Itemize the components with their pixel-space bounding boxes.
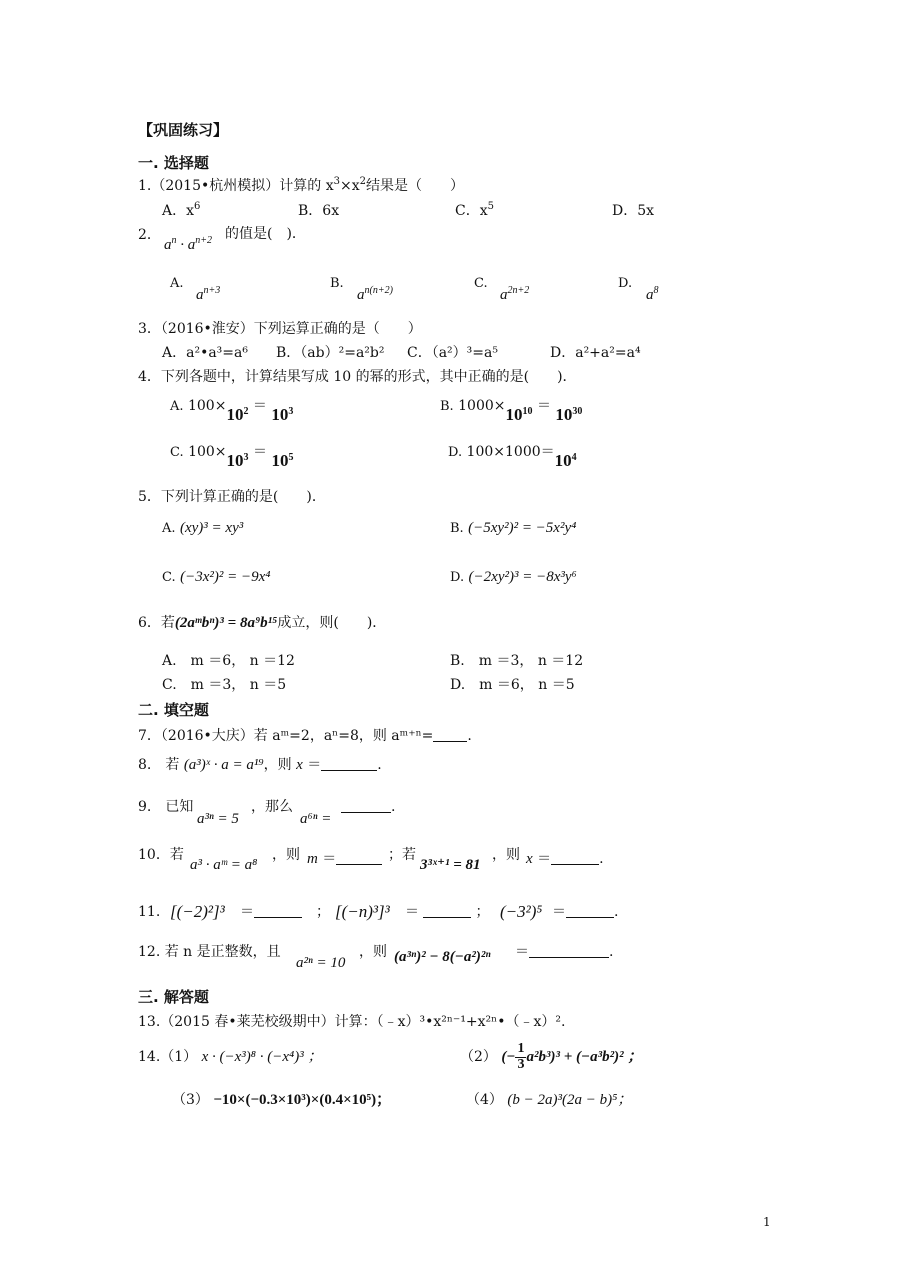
question-14-part-1: 14.（1） x · (−x³)⁸ · (−x⁴)³ ； (138, 1049, 323, 1065)
question-14-part-4: （4） (b − 2a)³(2a − b)⁵； (466, 1092, 633, 1108)
answer-blank[interactable] (423, 905, 471, 918)
question-4-option-a: A. $100\times 10^2 = 10^3$ (170, 398, 294, 424)
question-11-answer-1: ＝ ； (240, 904, 330, 920)
page-title: 【巩固练习】 (138, 121, 229, 139)
question-7: 7．（2016•大庆）若 aᵐ=2，aⁿ=8，则 aᵐ⁺ⁿ= . (138, 728, 472, 744)
question-2-option-c-label: C. (474, 276, 488, 291)
section-answer-heading: 三. 解答题 (138, 988, 209, 1006)
question-4-option-d: D. $100\times 1000=10^4$ (448, 444, 577, 470)
answer-blank[interactable] (254, 905, 302, 918)
question-4-option-b: B. $1000\times 10^{10} = 10^{30}$ (440, 398, 583, 424)
question-1-option-d: D．5x (612, 203, 655, 219)
question-11: 11. (138, 904, 161, 920)
question-5-option-d: D. (−2xy²)³ = −8x³y⁶ (450, 569, 577, 585)
question-10-mid-3: ，则 (492, 847, 520, 863)
question-2-expression: $a^n \cdot a^{n+2}$ (164, 235, 212, 253)
answer-blank[interactable] (433, 729, 467, 742)
question-6-option-c: C. m ＝3， n ＝5 (162, 677, 287, 693)
question-12-expr-2: (a³ⁿ)² − 8(−a²)²ⁿ (394, 949, 491, 965)
answer-blank[interactable] (341, 800, 391, 813)
question-14-part-3: （3） −10×(−0.3×10³)×(0.4×10⁵)； (172, 1092, 392, 1108)
question-2-option-d: $a^8$ (646, 285, 659, 303)
question-3-option-b: B．（ab）²=a²b² (276, 345, 385, 361)
question-6-option-b: B. m ＝3， n ＝12 (450, 653, 584, 669)
question-3-option-a: A．a²•a³=a⁶ (162, 345, 248, 361)
question-6-option-d: D. m ＝6， n ＝5 (450, 677, 575, 693)
question-14-part-2: （2） (− $\frac{1}{3}$ a²b³)³ + (−a³b²)² ； (460, 1041, 643, 1072)
fraction-one-third: $\frac{1}{3}$ (517, 1041, 525, 1072)
question-8: 8. 若 (a³)ˣ · a = a¹⁹，则 x ＝ . (138, 757, 382, 773)
question-3-option-c: C．（a²）³=a⁵ (407, 345, 498, 361)
section-fill-heading: 二. 填空题 (138, 701, 209, 719)
question-3-stem: 3．（2016•淮安）下列运算正确的是（ ） (138, 321, 422, 337)
question-5-option-a: A. (xy)³ = xy³ (162, 520, 244, 536)
question-9-expr-1: a³ⁿ = 5 (197, 811, 239, 827)
question-10-mid-1: ，则 (272, 847, 300, 863)
question-2-option-c: $a^{2n+2}$ (500, 285, 530, 303)
question-10-mid-2: ；若 (388, 847, 416, 863)
question-11-expr-3: (−3²)⁵ (500, 902, 543, 921)
question-12-expr-1: a²ⁿ = 10 (296, 955, 346, 971)
section-choice-heading: 一. 选择题 (138, 154, 209, 172)
answer-blank[interactable] (321, 758, 377, 771)
question-6-option-a: A. m ＝6， n ＝12 (162, 653, 295, 669)
question-1-option-b: B．6x (298, 203, 340, 219)
question-10-expr-2: 3³ˣ⁺¹ = 81 (420, 857, 481, 873)
question-2-option-a: $a^{n+3}$ (196, 285, 221, 303)
question-5-option-b: B. (−5xy²)² = −5x²y⁴ (450, 520, 577, 536)
question-9-mid: ，那么 (251, 799, 293, 815)
page-number: 1 (763, 1215, 771, 1229)
answer-blank[interactable] (529, 945, 609, 958)
question-2-option-b-label: B. (330, 276, 344, 291)
answer-blank[interactable] (336, 852, 382, 865)
question-2-number: 2． (138, 227, 161, 243)
question-10-answer-1: m ＝ (307, 852, 382, 867)
answer-blank[interactable] (551, 852, 599, 865)
question-10-answer-2: x ＝ . (526, 851, 604, 867)
question-9-answer: . (341, 800, 395, 814)
question-13-stem: 13.（2015 春•莱芜校级期中）计算：（﹣x）³•x²ⁿ⁻¹+x²ⁿ•（﹣x）². (138, 1014, 566, 1030)
question-2-option-b: $a^{n(n+2)}$ (357, 285, 393, 303)
question-4-stem: 4．下列各题中，计算结果写成 10 的幂的形式，其中正确的是( )． (138, 369, 577, 385)
question-10-number: 10．若 (138, 847, 184, 863)
question-12-stem: 12. 若 n 是正整数，且 (138, 944, 281, 960)
question-6-stem: 6．若(2aᵐbⁿ)³ = 8a⁹b¹⁵成立，则( )． (138, 615, 387, 631)
question-11-expr-1: [(−2)²]³ (170, 902, 225, 921)
question-1-option-c: C．$x^5$ (455, 201, 494, 219)
question-10-expr-1: a³ · aᵐ = a⁸ (190, 857, 258, 873)
question-11-expr-2: [(−n)³]³ (335, 902, 390, 921)
question-2-option-a-label: A. (170, 276, 184, 291)
question-12-answer: ＝ . (515, 944, 614, 960)
question-11-answer-2: ＝ ； (405, 904, 490, 920)
answer-blank[interactable] (566, 905, 614, 918)
question-9: 9. 已知 (138, 799, 194, 815)
question-1-option-a: A．$x^6$ (162, 201, 201, 219)
question-1-stem: 1.（2015•杭州模拟）计算的 $x^3\times x^2$结果是（ ） (138, 176, 464, 194)
question-2-option-d-label: D. (618, 276, 633, 291)
question-12-mid: ，则 (359, 944, 387, 960)
question-5-stem: 5．下列计算正确的是( )． (138, 489, 326, 505)
question-11-answer-3: ＝ . (552, 904, 619, 920)
question-4-option-c: C. $100\times 10^3 = 10^5$ (170, 444, 294, 470)
question-2-stem: 的值是( )． (225, 226, 306, 242)
question-5-option-c: C. (−3x²)² = −9x⁴ (162, 569, 271, 585)
question-3-option-d: D．a²+a²=a⁴ (550, 345, 641, 361)
question-9-expr-2: a⁶ⁿ = (300, 811, 332, 827)
